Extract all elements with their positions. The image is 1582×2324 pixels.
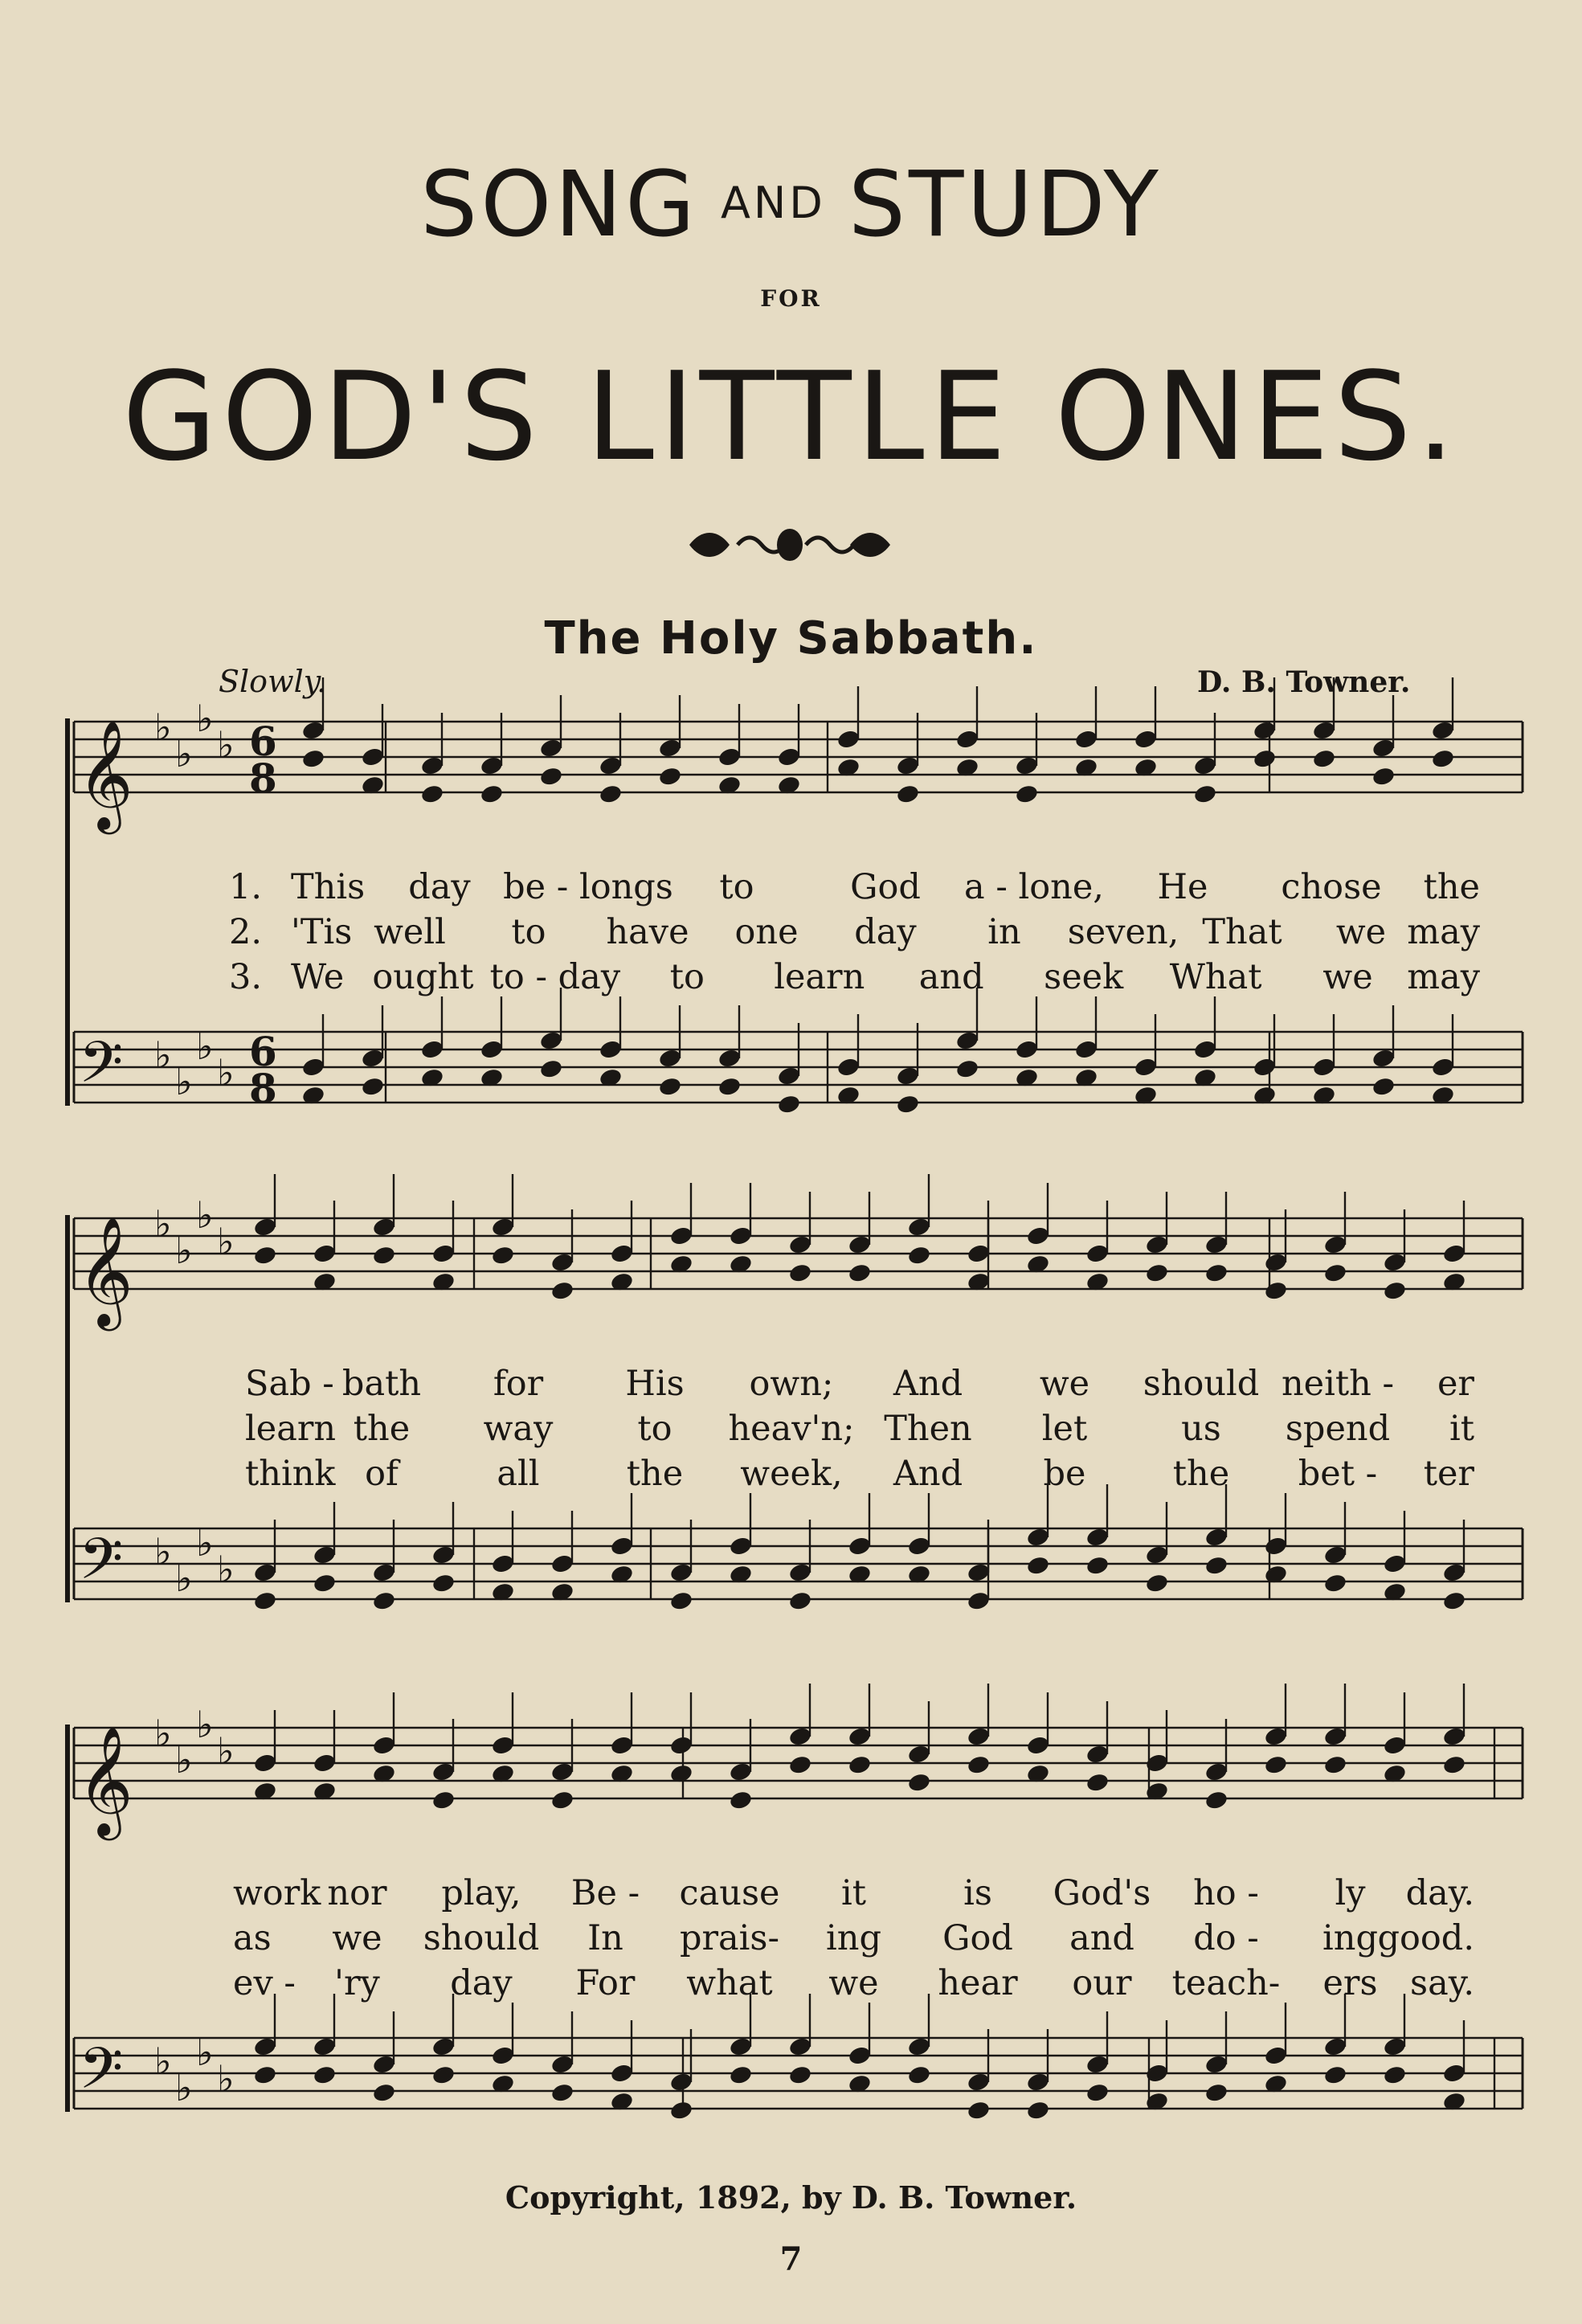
note-head [491,1245,516,1266]
lyric-word: That [1202,912,1282,952]
lyric-word: day. [1405,1873,1474,1913]
lyric-word: have [606,912,689,952]
lyric-word: we [332,1918,382,1958]
time-signature: 8 [249,1065,277,1112]
bass-staff [74,1484,1523,1612]
lyric-word: In [587,1918,623,1958]
note-head [788,2064,813,2086]
note-head [1264,1280,1289,1302]
lyric-word: is [963,1873,992,1913]
note-head [550,1280,575,1302]
lyric-word: bet - [1298,1454,1378,1494]
note-head [1145,1573,1170,1594]
note-head [1312,748,1337,770]
note-head [717,1076,742,1098]
note-head [967,2100,991,2121]
lyric-word: Be - [570,1873,640,1913]
flat-icon: ♭ [154,1033,172,1077]
flat-icon: ♭ [196,1521,214,1565]
lyric-word: And [893,1364,963,1404]
flat-icon: ♭ [196,1025,214,1068]
page-number: 7 [779,2240,803,2278]
time-signature: 6 [249,1028,277,1075]
lyric-word: day [450,1963,513,2003]
note-head [907,1245,932,1266]
lyric-word: seven, [1067,912,1179,952]
lyric-word: the [1172,1454,1230,1494]
lyric-word: think [245,1454,336,1494]
book-title-word-study: STUDY [848,153,1162,257]
lyric-word: bath [341,1364,422,1404]
note-head [907,2064,932,2086]
lyric-word: good. [1377,1918,1474,1958]
lyric-word: spend [1285,1409,1391,1449]
lyric-word: God [850,867,921,907]
note-head [1204,1555,1229,1577]
lyric-word: one [734,912,799,952]
note-head [1383,2064,1408,2086]
treble-staff [74,1684,1523,1840]
treble-clef-icon: 𝄞 [77,718,133,829]
time-signature: 6 [249,718,277,765]
lyric-word: our [1072,1963,1132,2003]
lyric-word: ly [1335,1873,1366,1913]
note-head [372,1245,397,1266]
lyric-word: of [365,1454,399,1494]
flat-icon: ♭ [154,2040,172,2083]
note-head [658,766,683,788]
lyric-word: 'ry [334,1963,380,2003]
note-head [1085,1555,1110,1577]
note-head [253,1245,278,1266]
note-head [431,2064,456,2086]
note-head [1323,1754,1348,1776]
song-title: The Holy Sabbath. [544,612,1038,665]
flat-icon: ♭ [217,2057,235,2101]
verse-number: 1. [229,867,263,907]
flat-icon: ♭ [154,1202,172,1246]
lyric-word: er [1437,1364,1474,1404]
lyric-word: nor [327,1873,387,1913]
lyric-word: to [719,867,754,907]
flat-icon: ♭ [175,1060,193,1103]
note-head [1442,1754,1467,1776]
note-head [788,1754,813,1776]
lyric-word: the [626,1454,684,1494]
flat-icon: ♭ [175,1229,193,1272]
lyric-word: well [374,912,446,952]
lyric-word: cause [679,1873,780,1913]
note-head [729,1790,754,1811]
lyric-word: to [669,957,705,997]
lyric-word: ought [372,957,474,997]
flat-icon: ♭ [196,1703,214,1746]
bass-clef-icon: 𝄢 [79,1029,124,1110]
note-head [1193,784,1218,805]
book-title-line-3: GOD'S LITTLE ONES. [122,346,1460,488]
note-head [1145,1262,1170,1284]
note-head [372,1590,397,1612]
book-title-word-song: SONG [420,153,698,257]
treble-staff [74,677,1523,834]
note-head [967,1754,991,1776]
lyric-word: This [291,867,366,907]
note-head [431,1573,456,1594]
note-head [550,1790,575,1811]
lyric-word: God's [1053,1873,1151,1913]
treble-clef-icon: 𝄞 [77,1215,133,1326]
note-head [1371,1076,1396,1098]
flat-icon: ♭ [175,1738,193,1782]
lyric-word: should [423,1918,540,1958]
lyric-word: for [493,1364,544,1404]
flat-icon: ♭ [196,2031,214,2074]
bass-clef-icon: 𝄢 [79,2036,124,2116]
lyric-word: prais- [679,1918,780,1958]
lyric-word: ing [1322,1918,1378,1958]
lyric-word: hear [938,1963,1018,2003]
verse-number: 2. [229,912,263,952]
lyric-word: be - longs [503,867,673,907]
lyric-word: week, [740,1454,843,1494]
lyric-word: Then [884,1409,972,1449]
lyric-word: to [637,1409,672,1449]
note-head [955,1058,980,1080]
note-head [431,1790,456,1811]
lyric-word: 'Tis [291,912,353,952]
lyric-word: heav'n; [728,1409,855,1449]
flat-icon: ♭ [154,706,172,749]
lyric-word: and [918,957,984,997]
note-head [1371,766,1396,788]
flat-icon: ♭ [196,1193,214,1237]
lyric-word: ers [1322,1963,1378,2003]
note-head [848,1262,873,1284]
lyric-word: work [233,1873,321,1913]
note-head [253,1590,278,1612]
lyric-word: own; [749,1364,834,1404]
lyric-word: us [1181,1409,1221,1449]
flat-icon: ♭ [154,1530,172,1573]
lyric-word: day [854,912,917,952]
flat-icon: ♭ [217,1548,235,1591]
lyric-word: and [1069,1918,1134,1958]
flat-icon: ♭ [175,2066,193,2109]
note-head [550,2082,575,2104]
bass-staff [74,1994,1523,2121]
lyric-word: in [987,912,1021,952]
lyric-word: it [840,1873,867,1913]
lyric-word: seek [1044,957,1124,997]
note-head [1323,1573,1348,1594]
flat-icon: ♭ [175,1557,193,1600]
note-head [848,1754,873,1776]
copyright-notice: Copyright, 1892, by D. B. Towner. [505,2179,1077,2216]
note-head [1431,748,1456,770]
note-head [313,2064,337,2086]
note-head [1085,2082,1110,2104]
note-head [1085,1772,1110,1794]
note-head [1204,1790,1229,1811]
lyric-word: chose [1281,867,1382,907]
lyric-word: play, [441,1873,521,1913]
note-head [896,784,921,805]
lyric-word: say. [1410,1963,1474,2003]
note-head [1026,1555,1051,1577]
note-head [896,1094,921,1115]
lyric-word: His [625,1364,685,1404]
note-head [777,1094,802,1115]
lyric-word: learn [774,957,865,997]
lyric-word: We [291,957,345,997]
note-head [669,2100,694,2121]
flat-icon: ♭ [217,723,235,767]
lyric-word: we [1322,957,1373,997]
note-head [1253,748,1277,770]
time-signature: 8 [249,755,277,802]
note-head [1442,1590,1467,1612]
note-head [788,1590,813,1612]
treble-staff [74,1174,1523,1331]
note-head [1323,2064,1348,2086]
lyric-word: ho - [1193,1873,1259,1913]
note-head [1204,2082,1229,2104]
lyric-word: ter [1423,1454,1474,1494]
lyric-word: What [1169,957,1262,997]
flat-icon: ♭ [217,1220,235,1263]
lyric-word: learn [245,1409,337,1449]
lyric-word: ing [826,1918,881,1958]
lyric-word: we [1335,912,1387,952]
lyric-word: teach- [1171,1963,1281,2003]
lyric-word: a - lone, [964,867,1104,907]
lyric-word: to [511,912,546,952]
flat-icon: ♭ [175,732,193,775]
lyric-word: He [1157,867,1208,907]
lyric-word: do - [1193,1918,1259,1958]
lyric-word: the [1423,867,1480,907]
flat-icon: ♭ [154,1712,172,1755]
note-head [372,2082,397,2104]
note-head [539,766,564,788]
composer-credit: D. B. Towner. [1197,665,1411,699]
note-head [669,1590,694,1612]
lyric-word: the [353,1409,411,1449]
lyric-word: to - day [489,957,621,997]
note-head [1015,784,1040,805]
lyric-word: God [942,1918,1013,1958]
tempo-marking: Slowly. [219,664,327,699]
note-head [313,1573,337,1594]
note-head [301,748,326,770]
lyric-word: as [233,1918,272,1958]
lyric-word: let [1041,1409,1088,1449]
note-head [729,2064,754,2086]
lyric-word: way [483,1409,554,1449]
lyric-word: And [893,1454,963,1494]
note-head [539,1058,564,1080]
note-head [480,784,505,805]
lyric-word: we [1039,1364,1090,1404]
book-title-word-and: AND [720,178,826,228]
note-head [907,1772,932,1794]
note-head [599,784,623,805]
lyric-word: should [1143,1364,1260,1404]
lyric-word: For [575,1963,636,2003]
note-head [1264,1754,1289,1776]
note-head [1026,2100,1051,2121]
lyric-word: be [1043,1454,1086,1494]
lyric-word: it [1449,1409,1474,1449]
verse-number: 3. [229,957,263,997]
lyric-word: day [408,867,471,907]
lyric-word: Sab - [245,1364,334,1404]
note-head [788,1262,813,1284]
note-head [1323,1262,1348,1284]
lyric-word: we [828,1963,879,2003]
note-head [658,1076,683,1098]
bass-staff [74,988,1523,1115]
flat-icon: ♭ [196,697,214,740]
lyric-word: may [1407,957,1480,997]
lyric-word: may [1407,912,1480,952]
lyric-word: all [497,1454,540,1494]
note-head [253,2064,278,2086]
note-head [1383,1280,1408,1302]
note-head [1204,1262,1229,1284]
note-head [361,1076,386,1098]
lyric-word: neith - [1281,1364,1395,1404]
lyric-word: what [686,1963,773,2003]
treble-clef-icon: 𝄞 [77,1725,133,1835]
flat-icon: ♭ [217,1729,235,1773]
flat-icon: ♭ [217,1051,235,1094]
note-head [420,784,445,805]
book-title-line-2: FOR [760,285,822,312]
bass-clef-icon: 𝄢 [79,1526,124,1606]
lyric-word: ev - [233,1963,296,2003]
